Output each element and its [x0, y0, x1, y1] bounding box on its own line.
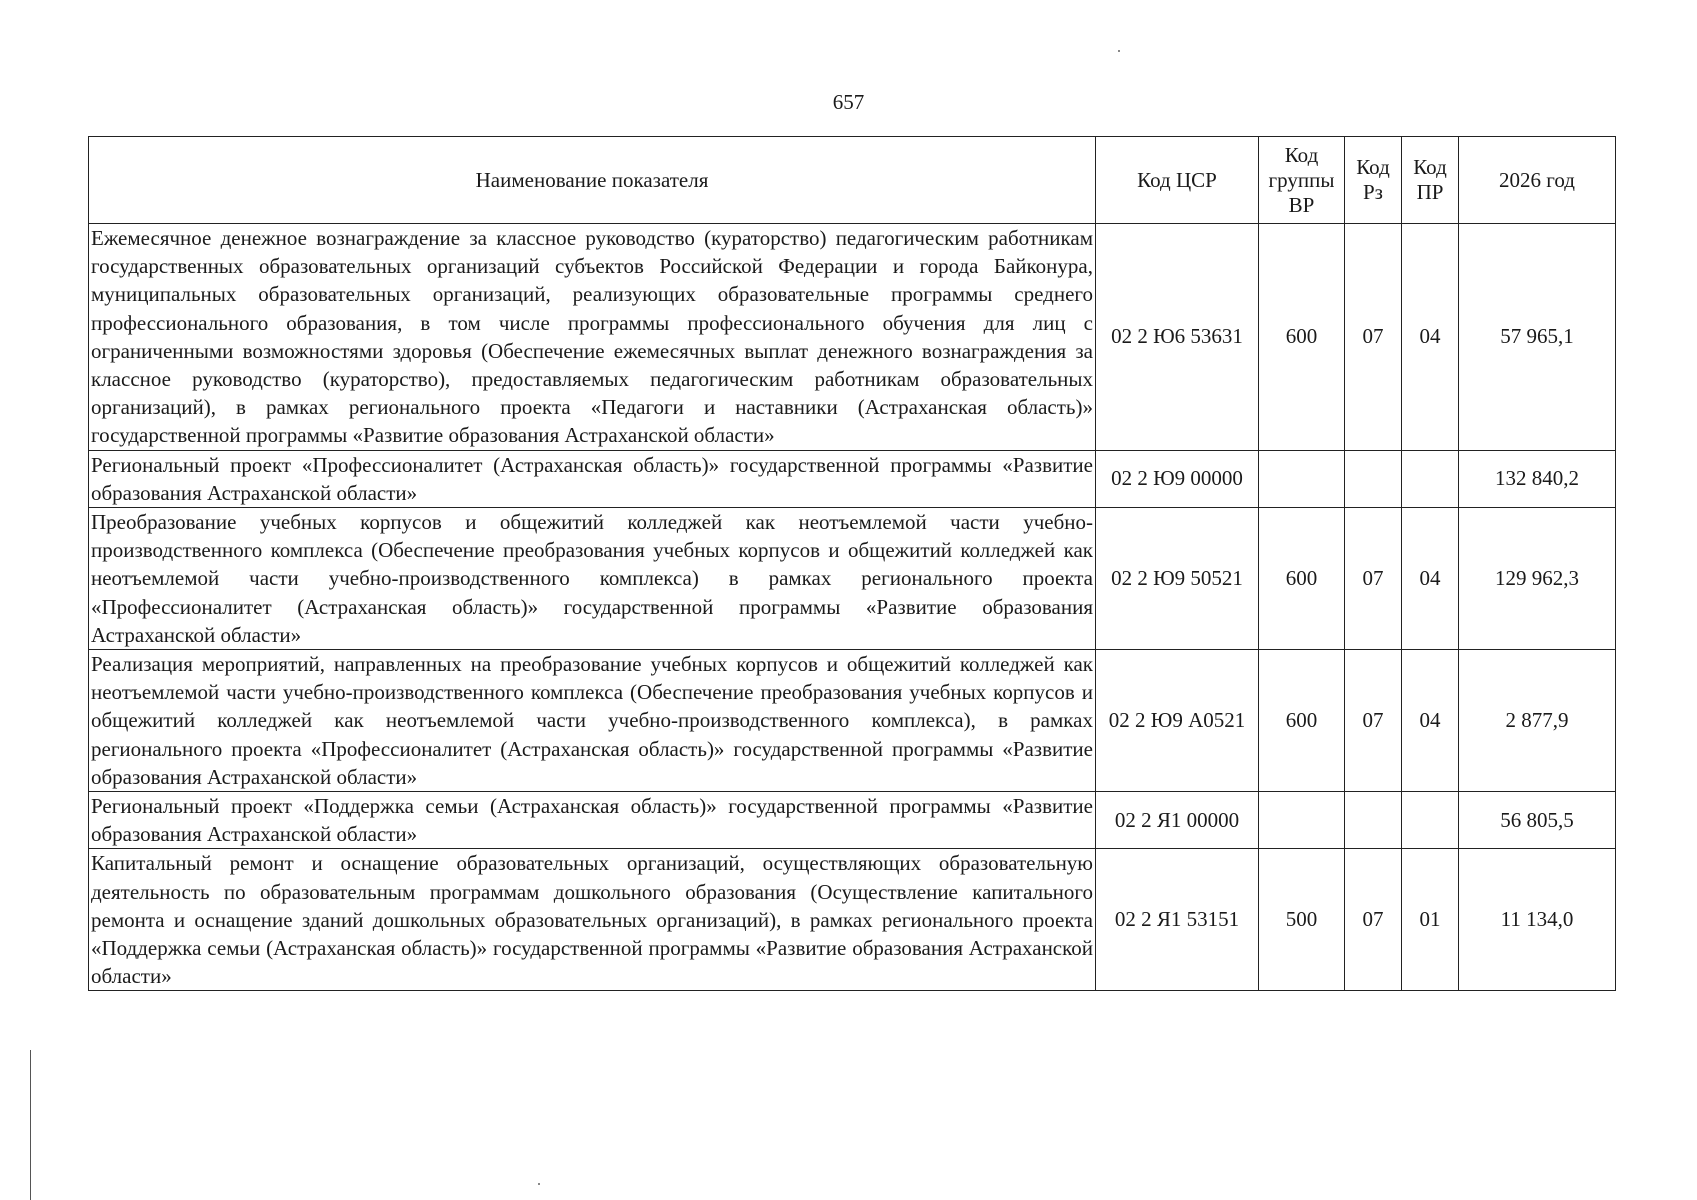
- scan-speck: [1118, 50, 1120, 52]
- scan-margin-line: [30, 1050, 31, 1200]
- row-rz: 07: [1345, 224, 1402, 451]
- row-name: Капитальный ремонт и оснащение образовательных организаций, осуществляющих образовательную деятельность по образовательным программам дошкольного образования (Осуществление капитального ремонта и оснащение зданий дошкольных образовательных организаций), в рамках регионального проекта «Поддержка семьи (Астраханская область)» государственной программы «Развитие образования Астраханской области»: [89, 849, 1096, 991]
- budget-table: [88, 136, 1616, 991]
- row-vr: 600: [1259, 224, 1345, 451]
- header-csr: Код ЦСР: [1096, 137, 1259, 224]
- row-pr: [1402, 792, 1459, 849]
- row-amount: 56 805,5: [1459, 792, 1616, 849]
- header-vr: Код группы ВР: [1259, 137, 1345, 224]
- table-row: [89, 508, 1616, 650]
- row-name: Преобразование учебных корпусов и общежитий колледжей как неотъемлемой части учебно-производственного комплекса (Обеспечение преобразования учебных корпусов и общежитий колледжей как неотъемлемой части учебно-производственного комплекса) в рамках регионального проекта «Профессионалитет (Астраханская область)» государственной программы «Развитие образования Астраханской области»: [89, 508, 1096, 650]
- row-name: Реализация мероприятий, направленных на преобразование учебных корпусов и общежитий колледжей как неотъемлемой части учебно-производственного комплекса (Обеспечение преобразования учебных корпусов и общежитий колледжей как неотъемлемой части учебно-производственного комплекса), в рамках регионального проекта «Профессионалитет (Астраханская область)» государственной программы «Развитие образования Астраханской области»: [89, 650, 1096, 792]
- row-amount: 57 965,1: [1459, 224, 1616, 451]
- row-amount: 2 877,9: [1459, 650, 1616, 792]
- row-amount: 132 840,2: [1459, 450, 1616, 507]
- row-amount: 129 962,3: [1459, 508, 1616, 650]
- header-pr: Код ПР: [1402, 137, 1459, 224]
- row-pr: 04: [1402, 650, 1459, 792]
- row-pr: 04: [1402, 508, 1459, 650]
- header-year: 2026 год: [1459, 137, 1616, 224]
- row-vr: [1259, 792, 1345, 849]
- header-rz: Код Рз: [1345, 137, 1402, 224]
- row-rz: 07: [1345, 650, 1402, 792]
- row-csr: 02 2 Я1 00000: [1096, 792, 1259, 849]
- row-rz: 07: [1345, 508, 1402, 650]
- header-name: Наименование показателя: [89, 137, 1096, 224]
- row-pr: [1402, 450, 1459, 507]
- table-row: [89, 224, 1616, 451]
- row-csr: 02 2 Ю9 50521: [1096, 508, 1259, 650]
- row-name: Региональный проект «Поддержка семьи (Астраханская область)» государственной программы «Развитие образования Астраханской области»: [89, 792, 1096, 849]
- row-amount: 11 134,0: [1459, 849, 1616, 991]
- row-csr: 02 2 Ю9 00000: [1096, 450, 1259, 507]
- row-pr: 01: [1402, 849, 1459, 991]
- row-name: Ежемесячное денежное вознаграждение за классное руководство (кураторство) педагогическим работникам государственных образовательных организаций субъектов Российской Федерации и города Байконура, муниципальных образовательных организаций, реализующих образовательные программы среднего профессионального образования, в том числе программы профессионального обучения для лиц с ограниченными возможностями здоровья (Обеспечение ежемесячных выплат денежного вознаграждения за классное руководство (кураторство), предоставляемых педагогическим работникам образовательных организаций), в рамках регионального проекта «Педагоги и наставники (Астраханская область)» государственной программы «Развитие образования Астраханской области»: [89, 224, 1096, 451]
- row-vr: [1259, 450, 1345, 507]
- table-header-row: [89, 137, 1616, 224]
- row-rz: [1345, 450, 1402, 507]
- row-vr: 600: [1259, 650, 1345, 792]
- table-row: [89, 650, 1616, 792]
- row-csr: 02 2 Я1 53151: [1096, 849, 1259, 991]
- row-csr: 02 2 Ю6 53631: [1096, 224, 1259, 451]
- row-name: Региональный проект «Профессионалитет (Астраханская область)» государственной программы «Развитие образования Астраханской области»: [89, 450, 1096, 507]
- page-number: 657: [832, 90, 865, 114]
- table-row: [89, 849, 1616, 991]
- row-vr: 600: [1259, 508, 1345, 650]
- row-rz: [1345, 792, 1402, 849]
- table-row: [89, 450, 1616, 507]
- row-pr: 04: [1402, 224, 1459, 451]
- table-row: [89, 792, 1616, 849]
- row-vr: 500: [1259, 849, 1345, 991]
- scan-speck: [538, 1183, 540, 1185]
- row-csr: 02 2 Ю9 А0521: [1096, 650, 1259, 792]
- row-rz: 07: [1345, 849, 1402, 991]
